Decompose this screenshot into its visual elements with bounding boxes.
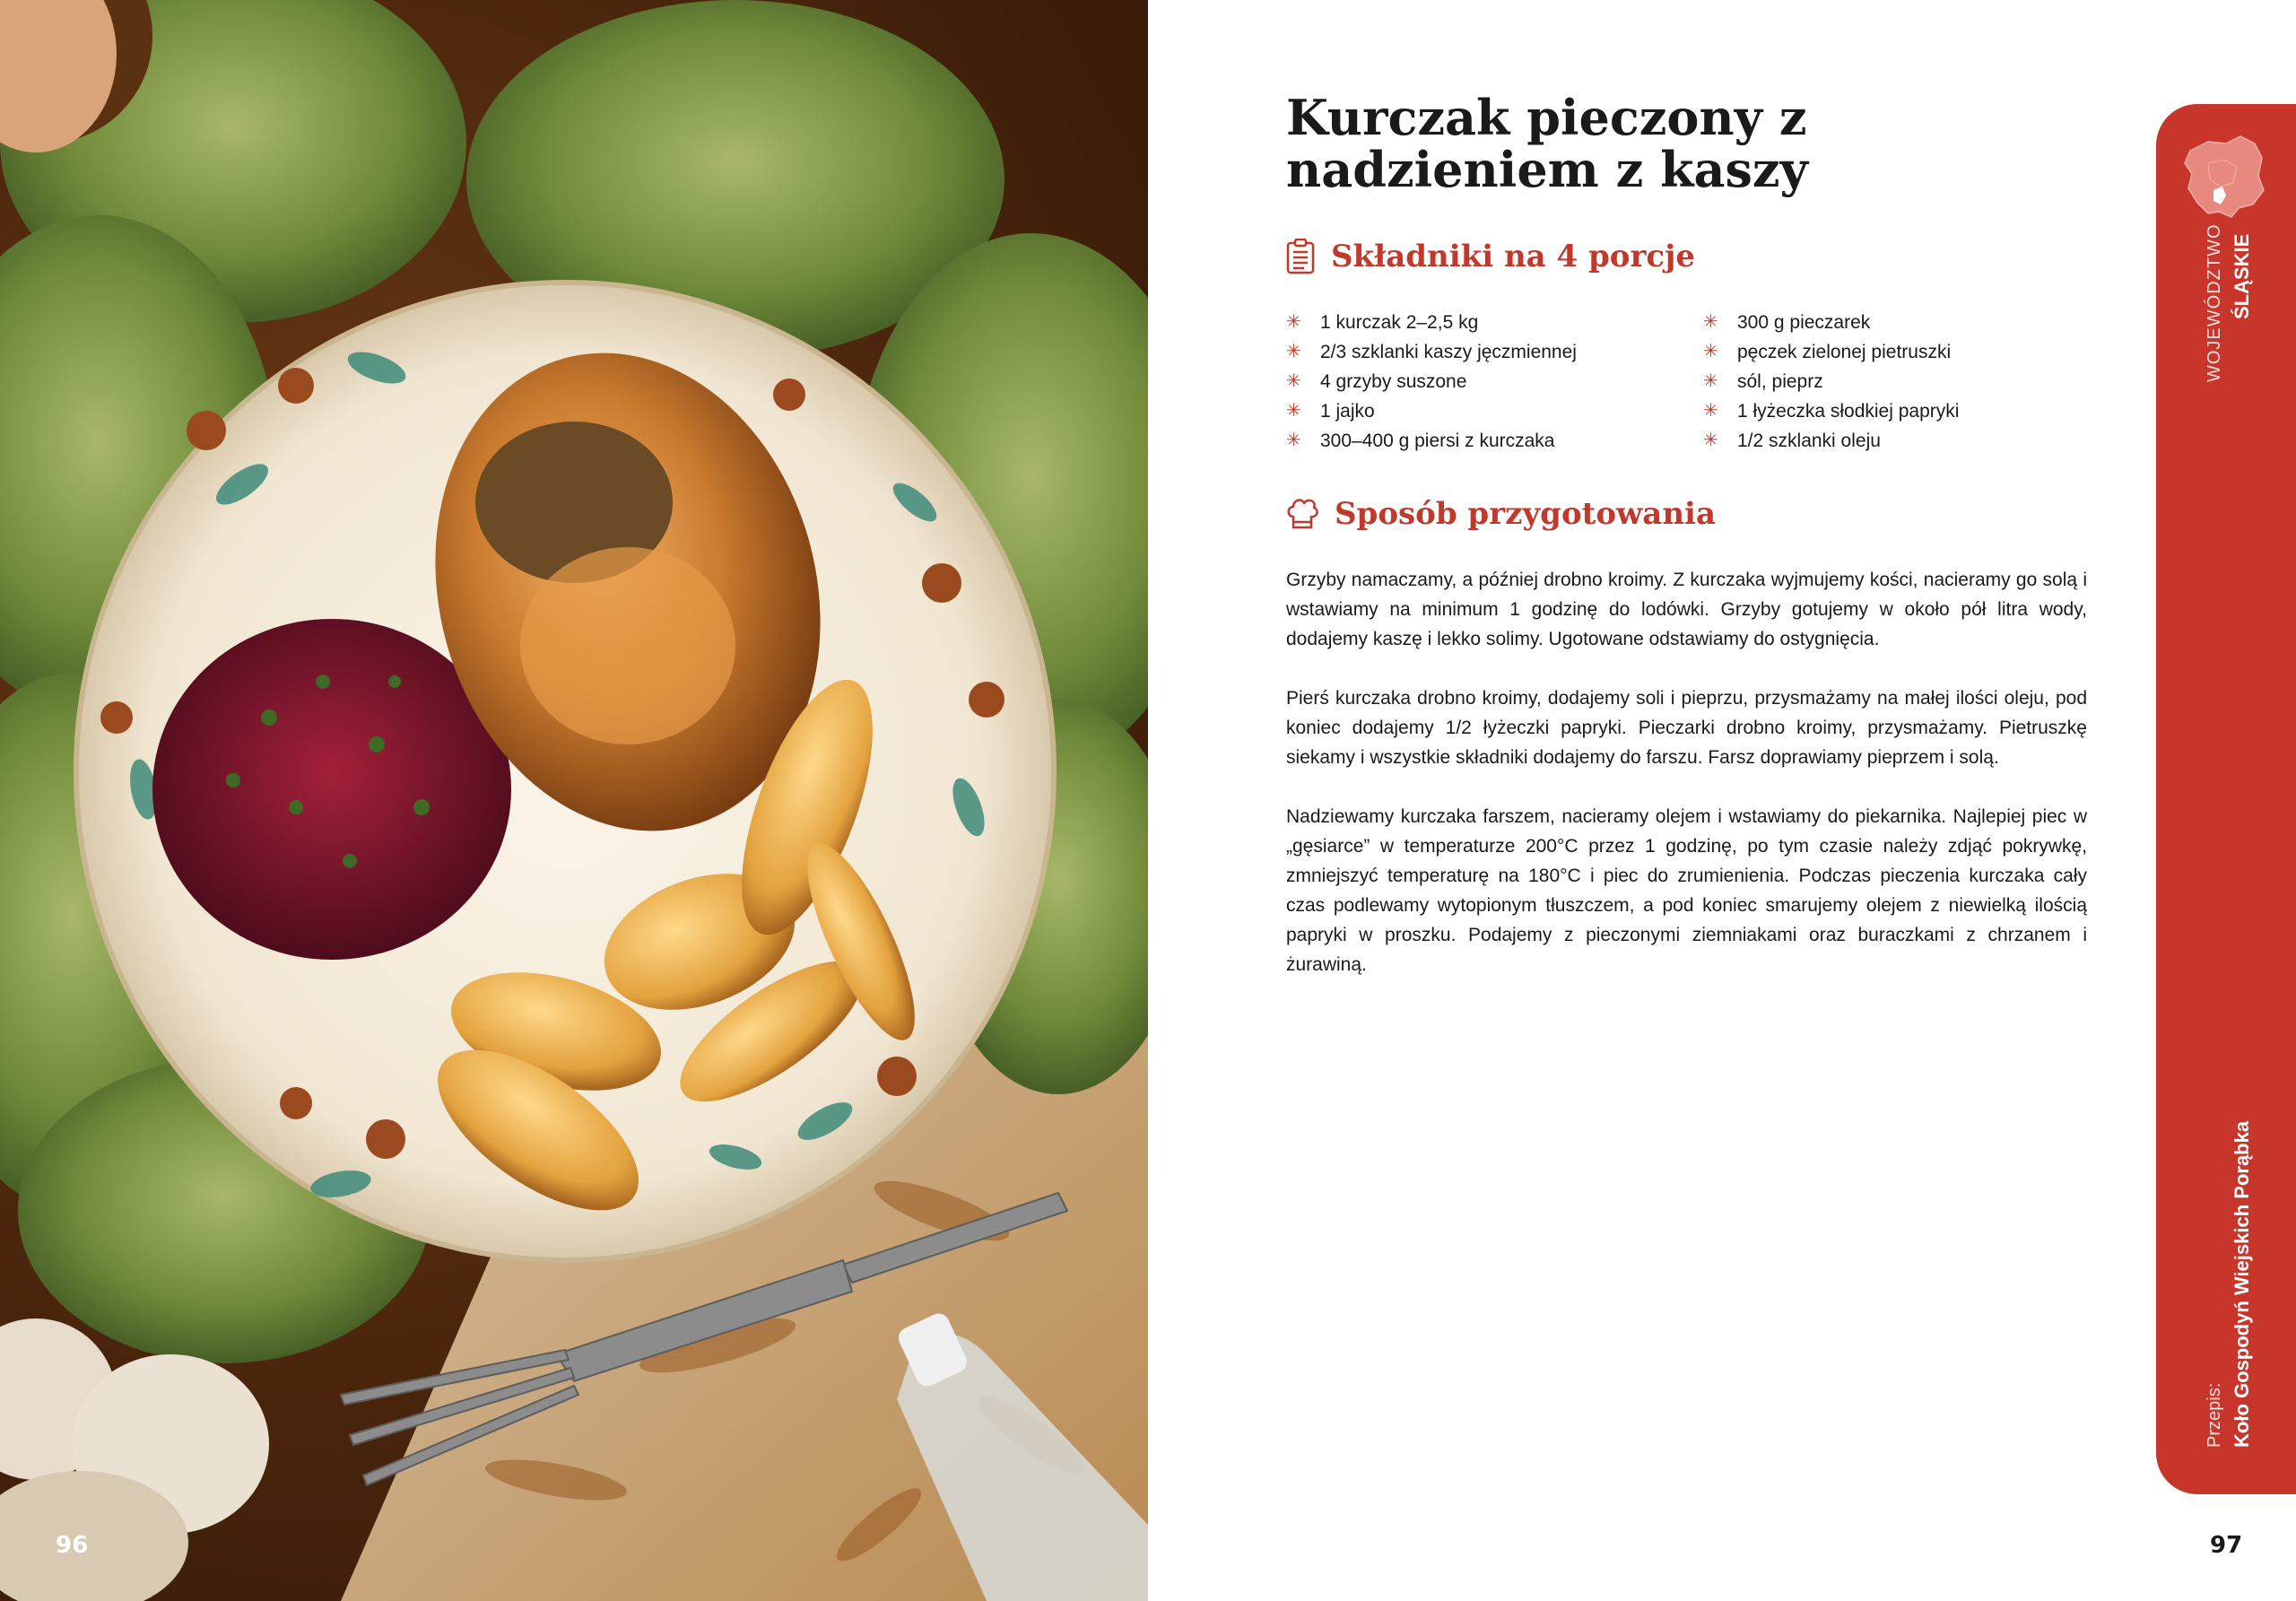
ingredient-item: ✳ pęczek zielonej pietruszki [1703, 337, 1959, 367]
ingredient-item: ✳ sól, pieprz [1703, 367, 1959, 396]
ingredient-item: ✳ 1 kurczak 2–2,5 kg [1286, 308, 1577, 337]
preparation-heading-text: Sposób przygotowania [1335, 496, 1716, 532]
bullet-icon: ✳ [1286, 431, 1301, 450]
page-number-left: 96 [56, 1532, 89, 1559]
ingredient-item: ✳ 300–400 g piersi z kurczaka [1286, 426, 1577, 456]
bullet-icon: ✳ [1703, 312, 1718, 332]
ingredient-item: ✳ 1 jajko [1286, 396, 1577, 426]
bullet-icon: ✳ [1286, 401, 1301, 421]
ingredient-item: ✳ 300 g pieczarek [1703, 308, 1959, 337]
poland-map-icon [2181, 131, 2267, 221]
ingredients-list-col1 [1286, 308, 1577, 456]
bullet-icon: ✳ [1703, 431, 1718, 450]
ingredient-item: ✳ 2/3 szklanki kaszy jęczmiennej [1286, 337, 1577, 367]
ingredients-list-col2 [1703, 308, 1959, 456]
clipboard-list-icon [1286, 239, 1315, 274]
bullet-icon: ✳ [1286, 342, 1301, 361]
preparation-paragraph: Nadziewamy kurczaka farszem, nacieramy olejem i wstawiamy do piekarnika. Najlepiej piec w „gęsiarce” w temperaturze 200°C przez 1 godzinę, po tym czasie należy zdjąć pokrywkę, zmniejszyć temperaturę na 180°C i piec do zrumienienia. Podczas pieczenia kurczaka cały czas podlewamy wytopionym tłuszczem, a pod koniec smarujemy olejem z niewielką ilością papryki w proszku. Podajemy z pieczonymi ziemniakami oraz buraczkami z chrzanem i żurawiną. [1286, 806, 2087, 975]
ingredients-heading [1286, 239, 1695, 274]
ingredients-heading-text: Składniki na 4 porcje [1331, 239, 1696, 274]
recipe-source-author: Koło Gospodyń Wiejskich Porąbka [2231, 1120, 2253, 1448]
ingredient-item: ✳ 1 łyżeczka słodkiej papryki [1703, 396, 1959, 426]
preparation-text [1286, 565, 2087, 1009]
page-number-right: 97 [2210, 1532, 2243, 1559]
bullet-icon: ✳ [1703, 371, 1718, 391]
bullet-icon: ✳ [1286, 312, 1301, 332]
bullet-icon: ✳ [1703, 342, 1718, 361]
region-label: WOJEWÓDZTWO [2205, 223, 2224, 382]
preparation-paragraph: Grzyby namaczamy, a później drobno kroimy. Z kurczaka wyjmujemy kości, nacieramy go solą i wstawiamy na minimum 1 godzinę do lodówki. Grzyby gotujemy w około pół litra wody, dodajemy kaszę i lekko solimy. Ugotowane odstawiamy do ostygnięcia. [1286, 570, 2087, 649]
recipe-source-label: Przepis: [2205, 1382, 2224, 1448]
chef-hat-icon [1286, 497, 1318, 531]
region-name: ŚLĄSKIE [2231, 233, 2253, 319]
ingredient-item: ✳ 4 grzyby suszone [1286, 367, 1577, 396]
preparation-heading [1286, 496, 1716, 532]
bullet-icon: ✳ [1703, 401, 1718, 421]
preparation-paragraph: Pierś kurczaka drobno kroimy, dodajemy soli i pieprzu, przysmażamy na małej ilości oleju, pod koniec dodajemy 1/2 łyżeczki papryki. Pieczarki drobno kroimy, przysmażamy. Pietruszkę siekamy i wszystkie składniki dodajemy do farszu. Farsz doprawiamy pieprzem i solą. [1286, 688, 2087, 768]
ingredient-item: ✳ 1/2 szklanki oleju [1703, 426, 1959, 456]
recipe-title: Kurczak pieczony z nadzieniem z kaszy [1286, 89, 1808, 198]
region-side-tab [2156, 104, 2296, 1494]
bullet-icon: ✳ [1286, 371, 1301, 391]
